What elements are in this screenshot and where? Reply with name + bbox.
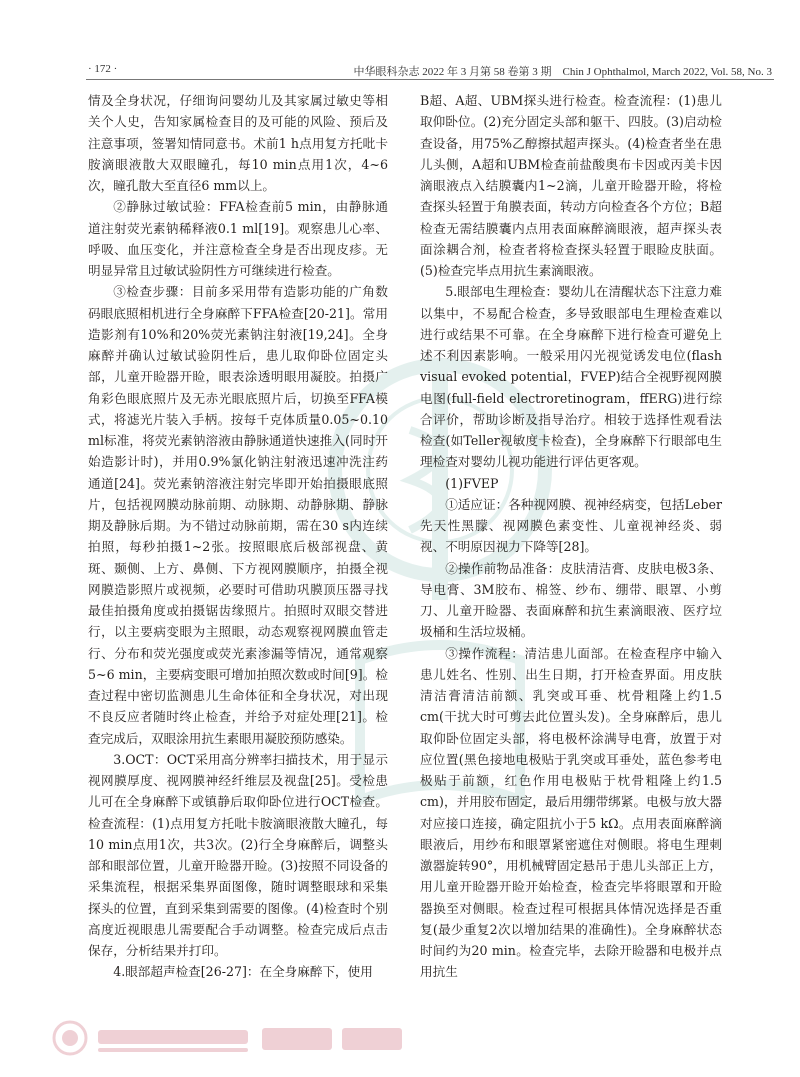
paragraph: ②静脉过敏试验：FFA检查前5 min，由静脉通道注射荧光素钠稀释液0.1 ml[19]。观察患儿心率、呼吸、血压变化，并注意检查全身是否出现皮疹。无明显异常且过敏试验阴性方可继续进行检查。 [88,199,388,278]
paragraph: 3.OCT：OCT采用高分辨率扫描技术，用于显示视网膜厚度、视网膜神经纤维层及视盘[25]。受检患儿可在全身麻醉下或镇静后取仰卧位进行OCT检查。检查流程：(1)点用复方托吡卡胺滴眼液散大瞳孔，每10 min点用1次，共3次。(2)行全身麻醉后，调整头部和眼部位置，儿童开睑器开睑。(3)按照不同设备的采集流程，根据采集界面图像，随时调整眼球和采集探头的位置，直到采集到需要的图像。(4)检查时个别高度近视眼患儿需要配合手动调整。检查完成后点击保存，分析结果并打印。 [88,751,388,958]
paragraph: B超、A超、UBM探头进行检查。检查流程：(1)患儿取仰卧位。(2)充分固定头部和躯干、四肢。(3)启动检查设备，用75%乙醇擦拭超声探头。(4)检查者坐在患儿头侧，A超和UBM检查前盐酸奥布卡因或丙美卡因滴眼液点入结膜囊内1~2滴，儿童开睑器开睑，将检查探头轻置于角膜表面，转动方向检查各个方位；B超检查无需结膜囊内点用表面麻醉滴眼液，超声探头表面涂耦合剂，检查者将检查探头轻置于眼睑皮肤面。(5)检查完毕点用抗生素滴眼液。 [420,93,722,278]
paragraph: 5.眼部电生理检查：婴幼儿在清醒状态下注意力难以集中，不易配合检查，多导致眼部电生理检查难以进行或结果不可靠。在全身麻醉下进行检查可避免上述不利因素影响。一般采用闪光视觉诱发电位(flash visual evoked potential，FVEP)结合全视野视网膜电图(full-field electroretinogram，ffERG)进行综合评价，帮助诊断及指导治疗。相较于选择性观看法检查(如Teller视敏度卡检查)，全身麻醉下行眼部电生理检查对婴幼儿视功能进行评估更客观。 [420,284,722,470]
right-column [420,90,722,983]
page-number: · 172 · [88,63,118,75]
paragraph: ②操作前物品准备：皮肤清洁膏、皮肤电极3条、导电膏、3M胶布、棉签、纱布、绷带、眼罩、小剪刀、儿童开睑器、表面麻醉和抗生素滴眼液、医疗垃圾桶和生活垃圾桶。 [420,560,722,640]
paragraph: ③操作流程：清洁患儿面部。在检查程序中输入患儿姓名、性别、出生日期，打开检查界面。用皮肤清洁膏清洁前额、乳突或耳垂、枕骨粗隆上约1.5 cm(干扰大时可剪去此位置头发)。全身麻醉后，患儿取仰卧位固定头部，将电极杯涂满导电膏，放置于对应位置(黑色接地电极贴于乳突或耳垂处，蓝色参考电极贴于前额，红色作用电极贴于枕骨粗隆上约1.5 cm)，并用胶布固定，最后用绷带绑紧。电极与放大器对应接口连接，确定阻抗小于5 kΩ。点用表面麻醉滴眼液后，用纱布和眼罩紧密遮住对侧眼。将电生理刺激器旋转90°，用机械臂固定悬吊于患儿头部正上方，用儿童开睑器开睑开始检查，检查完毕将眼罩和开睑器换至对侧眼。检查过程可根据具体情况选择是否重复(最少重复2次以增加结果的准确性)。全身麻醉状态时间约为20 min。检查完毕，去除开睑器和电极并点用抗生 [420,645,722,980]
header-rule [86,79,774,80]
publisher-logo [50,1018,410,1058]
subheading: (1)FVEP [445,475,499,491]
paragraph: ③检查步骤：目前多采用带有造影功能的广角数码眼底照相机进行全身麻醉下FFA检查[20-21]。常用造影剂有10%和20%荧光素钠注射液[19,24]。全身麻醉并确认过敏试验阴性后，患儿取仰卧位固定头部，儿童开睑器开睑，眼表涂透明眼用凝胶。拍摄广角彩色眼底照片及无赤光眼底照片后，切换至FFA模式，将滤光片装入手柄。按每千克体质量0.05~0.10 ml标准，将荧光素钠溶液由静脉通道快速推入(同时开始造影计时)，并用0.9%氯化钠注射液迅速冲洗注药通道[24]。荧光素钠溶液注射完毕即开始拍摄眼底照片，包括视网膜动脉前期、动脉期、动静脉期、静脉期及静脉后期。为不错过动脉前期，需在30 s内连续拍照，每秒拍摄1~2张。按照眼底后极部视盘、黄斑、颞侧、上方、鼻侧、下方视网膜顺序，拍摄全视网膜造影照片或视频，必要时可借助巩膜顶压器寻找最佳拍摄角度或拍摄锯齿缘照片。拍照时双眼交替进行，以主要病变眼为主照眼，动态观察视网膜血管走行、分布和荧光强度或荧光素渗漏等情况，通常观察5~6 min，主要病变眼可增加拍照次数或时间[9]。检查过程中密切监测患儿生命体征和全身状况，对出现不良反应者随时终止检查，并给予对症处理[21]。检查完成后，双眼涂用抗生素眼用凝胶预防感染。 [88,284,388,746]
page-header [0,0,800,76]
paragraph: ①适应证：各种视网膜、视神经病变，包括Leber先天性黑朦、视网膜色素变性、儿童视神经炎、弱视、不明原因视力下降等[28]。 [420,496,722,555]
paragraph: 4.眼部超声检查[26-27]：在全身麻醉下，使用 [113,964,373,980]
running-title: 中华眼科杂志 2022 年 3 月第 58 卷第 3 期 Chin J Ophthalmol, March 2022, Vol. 58, No. 3 [353,66,772,78]
left-column [88,90,388,983]
paragraph: 情及全身状况，仔细询问婴幼儿及其家属过敏史等相关个人史，告知家属检查目的及可能的风险、预后及注意事项，签署知情同意书。术前1 h点用复方托吡卡胺滴眼液散大双眼瞳孔，每10 min点用1次，4~6次，瞳孔散大至直径6 mm以上。 [88,93,388,193]
